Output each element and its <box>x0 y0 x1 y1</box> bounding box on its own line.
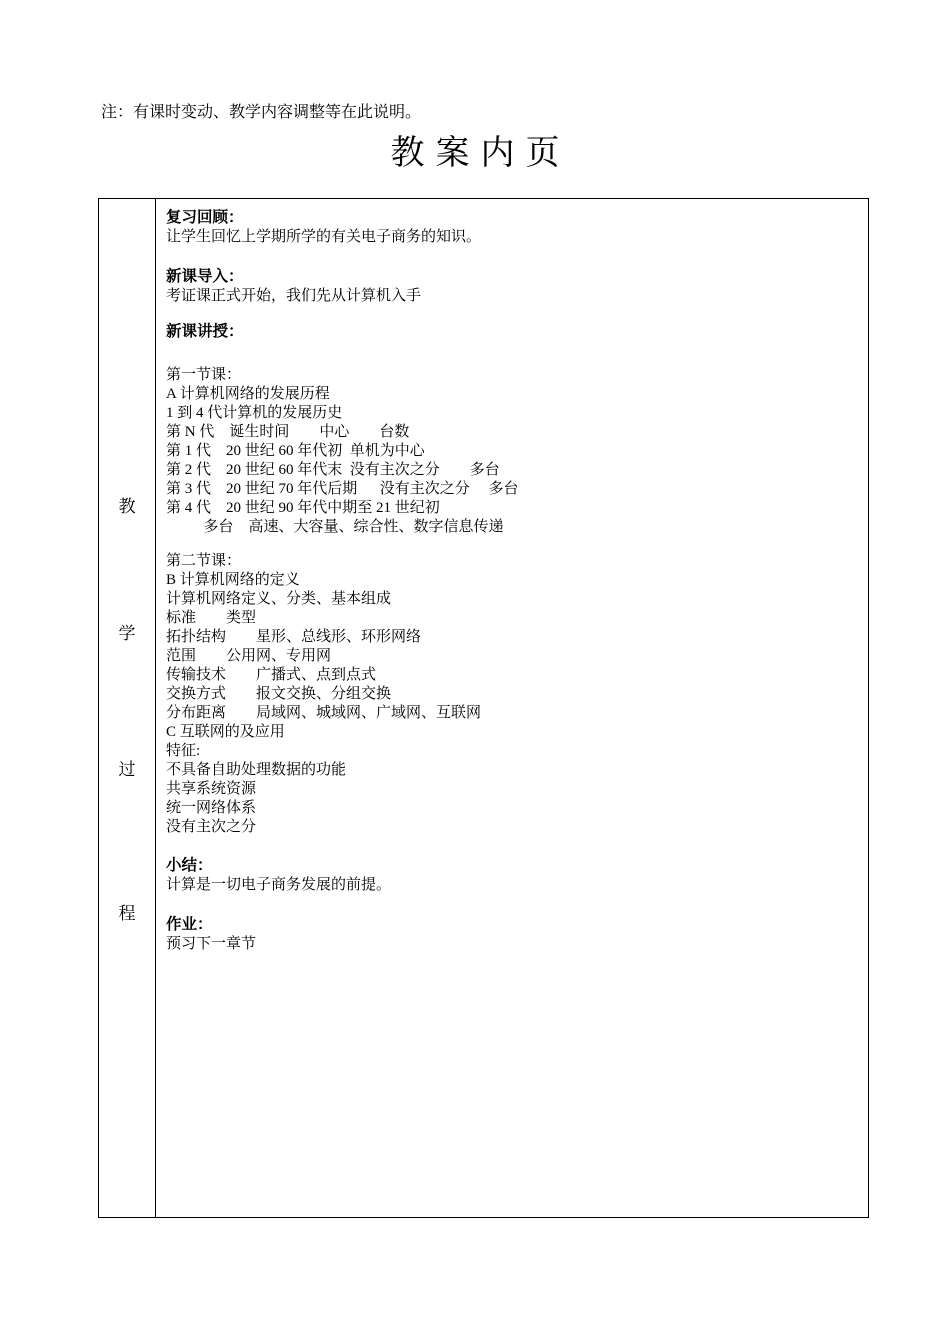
lecture-heading: 新课讲授： <box>166 322 244 340</box>
section-2-block <box>166 552 856 837</box>
section-2-line: 分布距离 局域网、城域网、广域网、互联网 <box>166 705 482 721</box>
section-2-line: 共享系统资源 <box>166 781 257 797</box>
review-text: 让学生回忆上学期所学的有关电子商务的知识。 <box>166 229 482 245</box>
section-1-line: 第 2 代 20 世纪 60 年代末 没有主次之分 多台 <box>166 462 500 478</box>
section-1-line: 第 N 代 诞生时间 中心 台数 <box>166 424 410 440</box>
section-2-line: 传输技术 广播式、点到点式 <box>166 667 377 683</box>
teaching-process-content <box>166 207 856 954</box>
section-2-line: 第二节课： <box>166 553 242 569</box>
note-text: 注：有课时变动、教学内容调整等在此说明。 <box>101 104 422 121</box>
summary-heading: 小结： <box>166 856 213 874</box>
section-2-line: 不具备自助处理数据的功能 <box>166 762 347 778</box>
page-title: 教案内页 <box>390 133 571 173</box>
section-1-line: A 计算机网络的发展历程 <box>166 386 330 402</box>
side-label-char: 过 <box>118 760 136 779</box>
side-label-char: 教 <box>118 497 136 516</box>
section-2-line: 拓扑结构 星形、总线形、环形网络 <box>166 629 422 645</box>
teaching-process-label-column <box>99 199 156 1217</box>
homework-text: 预习下一章节 <box>166 935 257 952</box>
review-heading: 复习回顾： <box>166 208 244 226</box>
side-label-char: 学 <box>118 624 136 643</box>
section-2-line: 计算机网络定义、分类、基本组成 <box>166 591 392 607</box>
intro-heading: 新课导入： <box>166 266 244 285</box>
section-2-line: 特征: <box>166 743 201 759</box>
side-label-char: 程 <box>118 904 136 923</box>
section-1-line: 第 3 代 20 世纪 70 年代后期 没有主次之分 多台 <box>166 481 519 497</box>
section-1-line: 第 1 代 20 世纪 60 年代初 单机为中心 <box>166 443 425 459</box>
section-2-line: B 计算机网络的定义 <box>166 572 300 588</box>
section-1-line: 1 到 4 代计算机的发展历史 <box>166 405 343 421</box>
section-1-line: 第 4 代 20 世纪 90 年代中期至 21 世纪初 <box>166 500 440 516</box>
homework-heading: 作业： <box>166 914 213 933</box>
section-2-line: C 互联网的及应用 <box>166 724 285 740</box>
section-1-block <box>166 366 856 537</box>
section-1-line: 第一节课： <box>166 367 242 383</box>
intro-text: 考证课正式开始，我们先从计算机入手 <box>166 287 422 304</box>
summary-text: 计算是一切电子商务发展的前提。 <box>166 877 392 893</box>
section-2-line: 交换方式 报文交换、分组交换 <box>166 686 392 702</box>
section-2-line: 统一网络体系 <box>166 800 257 816</box>
section-1-line: 多台 高速、大容量、综合性、数字信息传递 <box>166 519 504 535</box>
section-2-line: 标准 类型 <box>166 610 257 626</box>
lesson-plan-table <box>98 198 869 1218</box>
section-2-line: 范围 公用网、专用网 <box>166 648 332 664</box>
section-2-line: 没有主次之分 <box>166 819 257 835</box>
